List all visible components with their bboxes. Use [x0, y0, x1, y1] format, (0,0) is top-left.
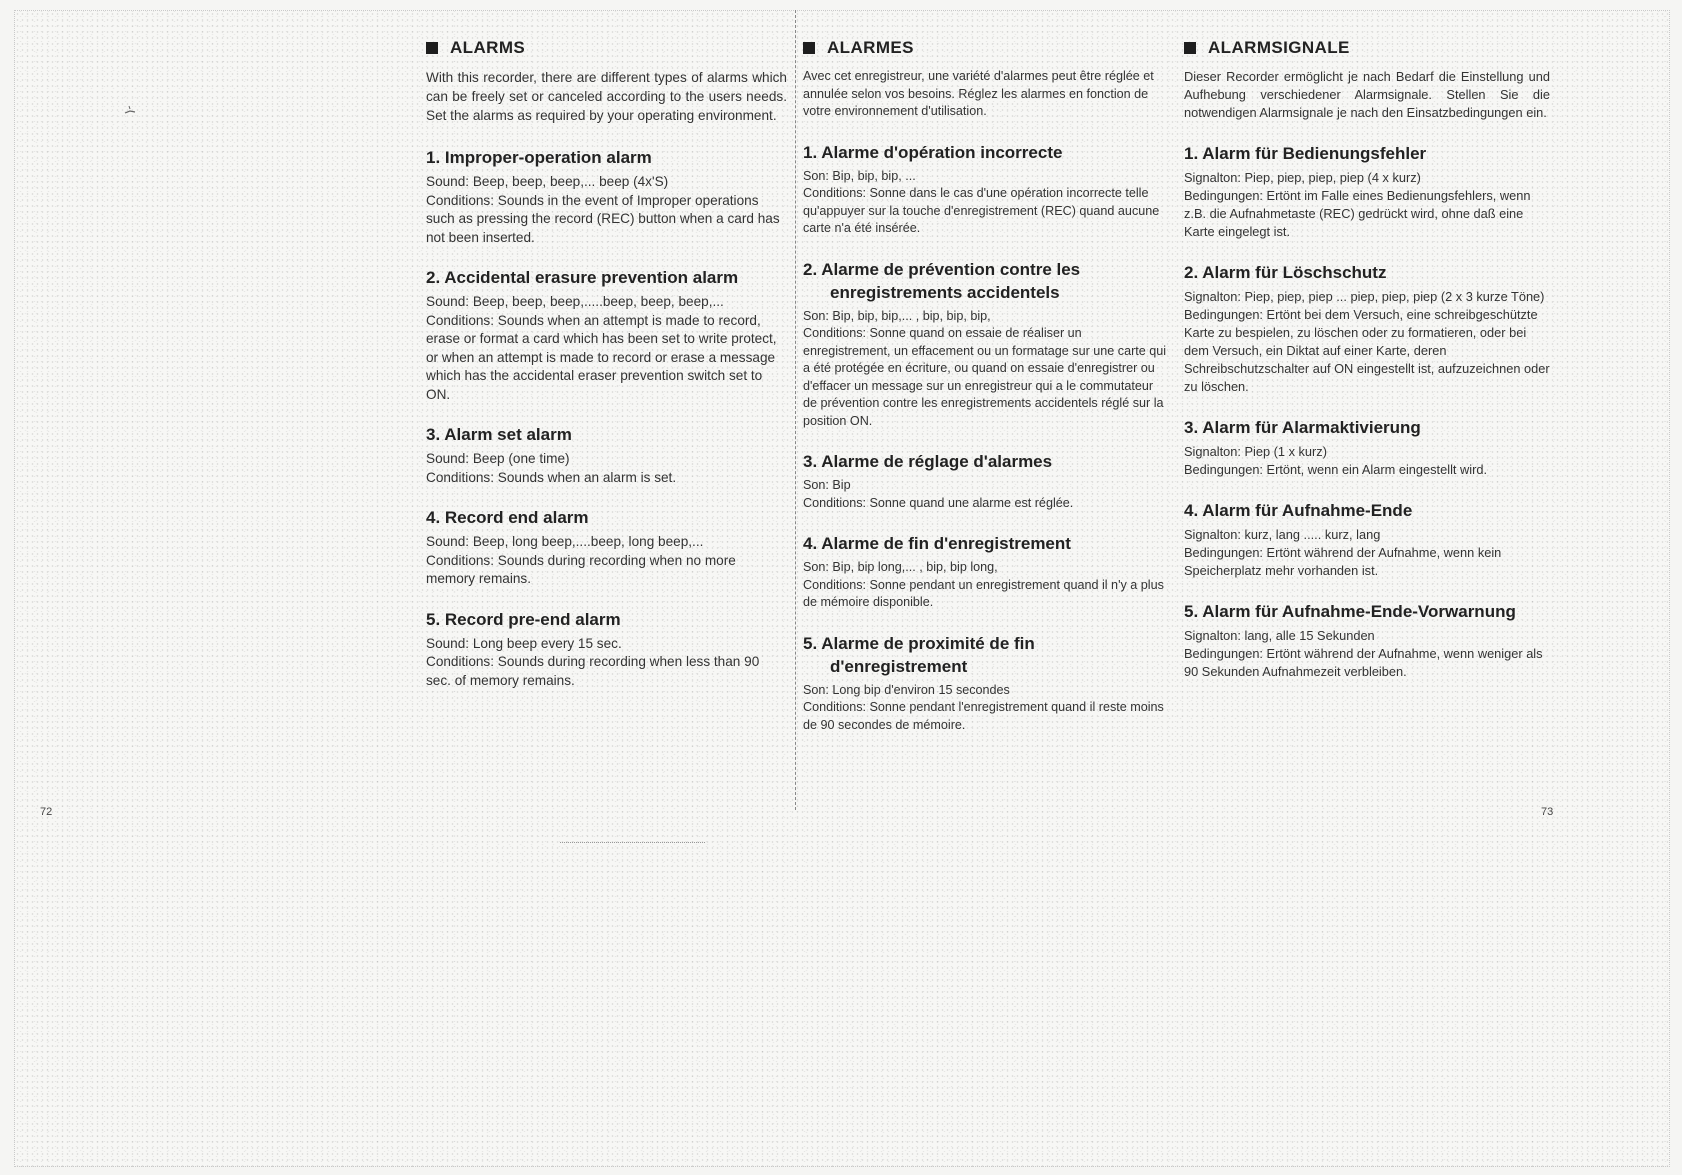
- square-bullet-icon: [1184, 42, 1196, 54]
- square-bullet-icon: [426, 42, 438, 54]
- page-number-right: 73: [1541, 806, 1554, 818]
- alarm-conditions: Conditions: Sounds when an attempt is made to record, erase or format a card which has been set to write protect, or when an attempt is made to record or erase a message which has the accidental eraser prevention switch set to ON.: [426, 312, 777, 402]
- alarm-title: 1. Alarm für Bedienungsfehler: [1184, 144, 1427, 163]
- alarm-item: [803, 141, 1168, 238]
- page-fold-line: [795, 10, 796, 810]
- alarm-conditions: Bedingungen: Ertönt während der Aufnahme, wenn weniger als 90 Sekunden Aufnahmezeit verbleiben.: [1184, 646, 1543, 679]
- alarm-sound: Signalton: Piep (1 x kurz): [1184, 444, 1327, 459]
- column-french: [803, 38, 1168, 734]
- alarm-sound: Son: Bip, bip, bip, ...: [803, 168, 916, 183]
- alarm-title: 3. Alarm set alarm: [426, 425, 572, 444]
- ink-smudge-mark: [123, 104, 137, 118]
- alarm-sound: Sound: Long beep every 15 sec.: [426, 635, 622, 651]
- alarm-title: 1. Improper-operation alarm: [426, 148, 652, 167]
- alarm-sound: Sound: Beep (one time): [426, 451, 570, 466]
- alarm-item: [426, 146, 787, 247]
- alarm-title: 3. Alarme de réglage d'alarmes: [803, 452, 1053, 471]
- alarm-item: [803, 258, 1168, 431]
- section-heading: [803, 38, 1168, 58]
- intro-paragraph: Avec cet enregistreur, une variété d'alarmes peut être réglée et annulée selon vos besoins. Réglez les alarmes en fonction de votre environnement d'utilisation.: [803, 69, 1154, 118]
- dotted-mark: [560, 842, 705, 843]
- alarm-conditions: Conditions: Sonne dans le cas d'une opération incorrecte telle qu'appuyer sur la touche d'enregistrement (REC) quand aucune carte n'a été insérée.: [803, 186, 1160, 235]
- alarm-conditions: Conditions: Sounds during recording when less than 90 sec. of memory remains.: [426, 654, 760, 688]
- alarm-item: [426, 266, 787, 404]
- page-number-left: 72: [40, 806, 53, 818]
- alarm-sound: Son: Bip, bip, bip,... , bip, bip, bip,: [803, 308, 991, 323]
- alarm-title: 3. Alarm für Alarmaktivierung: [1184, 418, 1421, 437]
- heading-text: ALARMS: [450, 38, 526, 57]
- heading-text: ALARMSIGNALE: [1208, 38, 1350, 57]
- alarm-title: 4. Alarme de fin d'enregistrement: [803, 534, 1071, 553]
- alarm-item: [803, 450, 1168, 512]
- alarm-conditions: Conditions: Sonne quand une alarme est réglée.: [803, 495, 1074, 510]
- alarm-conditions: Conditions: Sonne quand on essaie de réaliser un enregistrement, un effacement ou un formatage sur une carte qui a été protégée en écriture, ou quand on essaie d'enregistrer ou d'effacer un message sur un enregistreur qui a le commutateur de prévention contre les enregistrements accidentels réglé sur la position ON.: [803, 326, 1167, 428]
- section-heading: [1184, 38, 1550, 58]
- alarm-title: 2. Alarm für Löschschutz: [1184, 263, 1387, 282]
- alarm-conditions: Conditions: Sounds during recording when no more memory remains.: [426, 552, 736, 586]
- intro-paragraph: With this recorder, there are different types of alarms which can be freely set or canceled according to the users needs. Set the alarms as required by your operating environment.: [426, 70, 787, 123]
- alarm-conditions: Conditions: Sounds in the event of Improper operations such as pressing the record (REC) button when a card has not been inserted.: [426, 192, 780, 245]
- alarm-title: 2. Alarme de prévention contre les enregistrements accidentels: [803, 259, 1081, 302]
- alarm-item: [426, 423, 787, 487]
- alarm-item: [1184, 261, 1550, 396]
- alarm-title: 5. Alarme de proximité de fin d'enregistrement: [803, 633, 1035, 676]
- alarm-title: 5. Record pre-end alarm: [426, 609, 621, 629]
- alarm-title: 1. Alarme d'opération incorrecte: [803, 142, 1063, 162]
- alarm-sound: Signalton: Piep, piep, piep ... piep, piep, piep (2 x 3 kurze Töne): [1184, 289, 1545, 304]
- alarm-sound: Son: Bip, bip long,... , bip, bip long,: [803, 560, 998, 574]
- alarm-item: [1184, 416, 1550, 479]
- alarm-sound: Sound: Beep, beep, beep,... beep (4x'S): [426, 174, 669, 189]
- alarm-sound: Signalton: Piep, piep, piep, piep (4 x kurz): [1184, 170, 1421, 185]
- alarm-conditions: Bedingungen: Ertönt bei dem Versuch, eine schreibgeschützte Karte zu bespielen, zu löschen oder zu formatieren, oder bei dem Versuch, ein Diktat auf einer Karte, deren Schreibschutzschalter auf ON eingestellt ist, aufzuzeichnen oder zu löschen.: [1184, 307, 1550, 394]
- section-heading: [426, 38, 787, 58]
- alarm-sound: Signalton: lang, alle 15 Sekunden: [1184, 628, 1375, 643]
- alarm-item: [1184, 142, 1550, 241]
- alarm-title: 2. Accidental erasure prevention alarm: [426, 268, 739, 287]
- column-german: [1184, 38, 1550, 681]
- alarm-conditions: Bedingungen: Ertönt im Falle eines Bedienungsfehlers, wenn z.B. die Aufnahmetaste (REC) gedrückt wird, ohne daß eine Karte eingelegt ist.: [1184, 188, 1531, 239]
- alarm-conditions: Bedingungen: Ertönt, wenn ein Alarm eingestellt wird.: [1184, 462, 1488, 477]
- alarm-sound: Sound: Beep, long beep,....beep, long beep,...: [426, 534, 704, 549]
- alarm-conditions: Conditions: Sounds when an alarm is set.: [426, 469, 677, 485]
- alarm-conditions: Conditions: Sonne pendant un enregistrement quand il n'y a plus de mémoire disponible.: [803, 577, 1164, 609]
- intro-paragraph: Dieser Recorder ermöglicht je nach Bedarf die Einstellung und Aufhebung verschiedener Alarmsignale. Stellen Sie die notwendigen Alarmsignale je nach den Einsatzbedingungen ein.: [1184, 69, 1550, 120]
- square-bullet-icon: [803, 42, 815, 54]
- alarm-sound: Signalton: kurz, lang ..... kurz, lang: [1184, 527, 1381, 542]
- alarm-conditions: Bedingungen: Ertönt während der Aufnahme, wenn kein Speicherplatz mehr vorhanden ist.: [1184, 545, 1502, 578]
- alarm-sound: Sound: Beep, beep, beep,.....beep, beep, beep,...: [426, 294, 724, 309]
- alarm-title: 4. Alarm für Aufnahme-Ende: [1184, 501, 1413, 520]
- alarm-item: [803, 532, 1168, 612]
- alarm-item: [426, 608, 787, 691]
- alarm-item: [426, 506, 787, 589]
- heading-text: ALARMES: [827, 38, 914, 57]
- alarm-item: [1184, 499, 1550, 580]
- alarm-title: 5. Alarm für Aufnahme-Ende-Vorwarnung: [1184, 602, 1516, 621]
- alarm-conditions: Conditions: Sonne pendant l'enregistrement quand il reste moins de 90 secondes de mémoire.: [803, 700, 1164, 732]
- alarm-item: [1184, 600, 1550, 681]
- column-english: [426, 38, 787, 690]
- alarm-sound: Son: Long bip d'environ 15 secondes: [803, 682, 1010, 697]
- alarm-sound: Son: Bip: [803, 478, 851, 492]
- alarm-item: [803, 632, 1168, 735]
- alarm-title: 4. Record end alarm: [426, 508, 589, 527]
